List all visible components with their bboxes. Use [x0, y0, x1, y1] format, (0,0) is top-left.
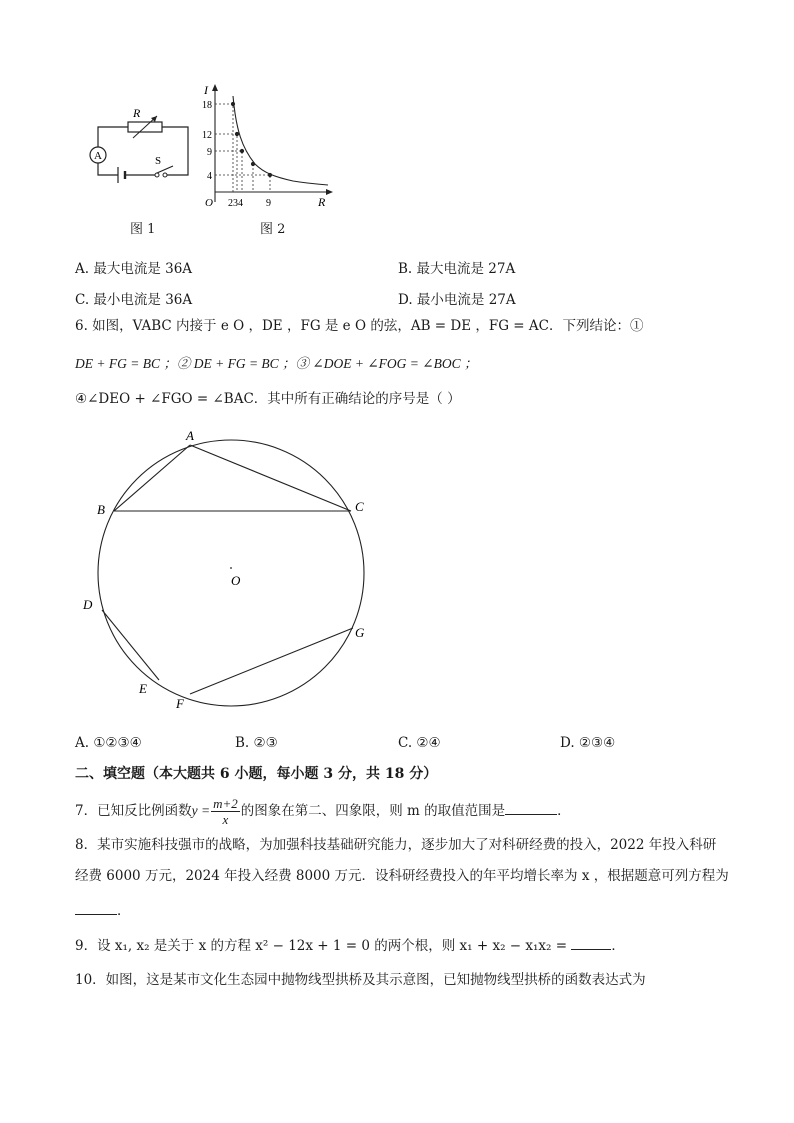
q9-answer-blank[interactable]	[571, 937, 611, 950]
q7-fraction	[211, 796, 240, 827]
point-d: D	[83, 597, 93, 612]
q10-line: 10．如图，这是某市文化生态园中抛物线型拱桥及其示意图，已知抛物线型拱桥的函数表达式为	[75, 972, 646, 988]
q7-end: ．	[557, 803, 571, 819]
circuit-diagram	[85, 100, 195, 195]
chord-fg	[190, 628, 353, 694]
chord-de	[102, 610, 159, 680]
q8-line2: 经费 6000 万元，2024 年投入经费 8000 万元．设科研经费投入的年平均增长率为 x ，根据题意可列方程为	[75, 868, 729, 884]
ammeter-label: A	[94, 150, 102, 162]
origin-label: O	[205, 197, 213, 209]
q7-prefix: 7．已知反比例函数	[75, 803, 192, 819]
point-c: C	[355, 499, 364, 514]
q7-suffix: 的图象在第二、四象限，则 m 的取值范围是	[240, 803, 506, 819]
q5-option-a: A. 最大电流是 36A	[75, 261, 193, 277]
point-o: O	[231, 573, 241, 588]
q7-numerator: m+2	[213, 796, 238, 811]
y-tick-4: 4	[207, 171, 212, 182]
q6-line1: 6. 如图，VABC 内接于 e O ，DE ，FG 是 e O 的弦，AB = DE ，FG = AC．下列结论：①	[75, 318, 644, 334]
q6-option-d: D. ②③④	[560, 735, 616, 751]
q5-option-b: B. 最大电流是 27A	[398, 261, 516, 277]
chord-ac	[190, 445, 351, 511]
q8-line3	[75, 902, 131, 919]
switch-label: S	[155, 155, 162, 167]
x-axis-label: R	[318, 195, 326, 209]
switch-symbol	[157, 166, 173, 173]
q7-y-eq: y =	[191, 803, 211, 818]
q6-option-c: C. ②④	[398, 735, 441, 751]
x-tick-234: 234	[228, 198, 243, 209]
q5-option-d: D. 最小电流是 27A	[398, 292, 516, 308]
section2-title: 二、填空题（本大题共 6 小题，每小题 3 分，共 18 分）	[75, 766, 438, 782]
q9-text: 9．设 x₁, x₂ 是关于 x 的方程 x² − 12x + 1 = 0 的两个根，则 x₁ + x₂ − x₁x₂ =	[75, 938, 568, 954]
point-b: B	[97, 502, 105, 517]
q7-answer-blank[interactable]	[505, 814, 557, 815]
center-dot	[230, 567, 232, 569]
q8-line1: 8．某市实施科技强市的战略，为加强科技基础研究能力，逐步加大了对科研经费的投入，2022 年投入科研	[75, 837, 717, 853]
figure1-caption: 图 1	[130, 222, 156, 237]
q8-end: ．	[117, 903, 131, 919]
q6-line3: ④∠DEO + ∠FGO = ∠BAC．其中所有正确结论的序号是（ ）	[75, 391, 461, 407]
q8-answer-blank[interactable]	[75, 902, 117, 915]
circle-geometry-figure	[80, 425, 380, 715]
point-e: E	[139, 681, 147, 696]
q9-end: ．	[611, 938, 625, 954]
q9-line	[75, 937, 625, 954]
point-g: G	[355, 625, 365, 640]
q6-line2: DE + FG = BC ；② DE + FG = BC ；③ ∠DOE + ∠FOG = ∠BOC ；	[75, 356, 478, 371]
y-axis-label: I	[204, 83, 208, 97]
point-a: A	[186, 428, 194, 443]
q7-line	[75, 796, 571, 830]
figure2-caption: 图 2	[260, 222, 286, 237]
chord-ba	[114, 445, 190, 511]
current-resistance-graph	[200, 82, 340, 210]
q6-option-a: A. ①②③④	[75, 735, 142, 751]
q5-option-c: C. 最小电流是 36A	[75, 292, 193, 308]
y-tick-9: 9	[207, 147, 212, 158]
q6-option-b: B. ②③	[235, 735, 278, 751]
x-tick-9: 9	[266, 198, 271, 209]
resistor-label: R	[133, 106, 141, 120]
y-tick-12: 12	[202, 130, 212, 141]
inverse-curve	[233, 96, 328, 185]
y-tick-18: 18	[202, 100, 212, 111]
point-f: F	[176, 696, 184, 711]
q7-denominator: x	[222, 812, 229, 827]
